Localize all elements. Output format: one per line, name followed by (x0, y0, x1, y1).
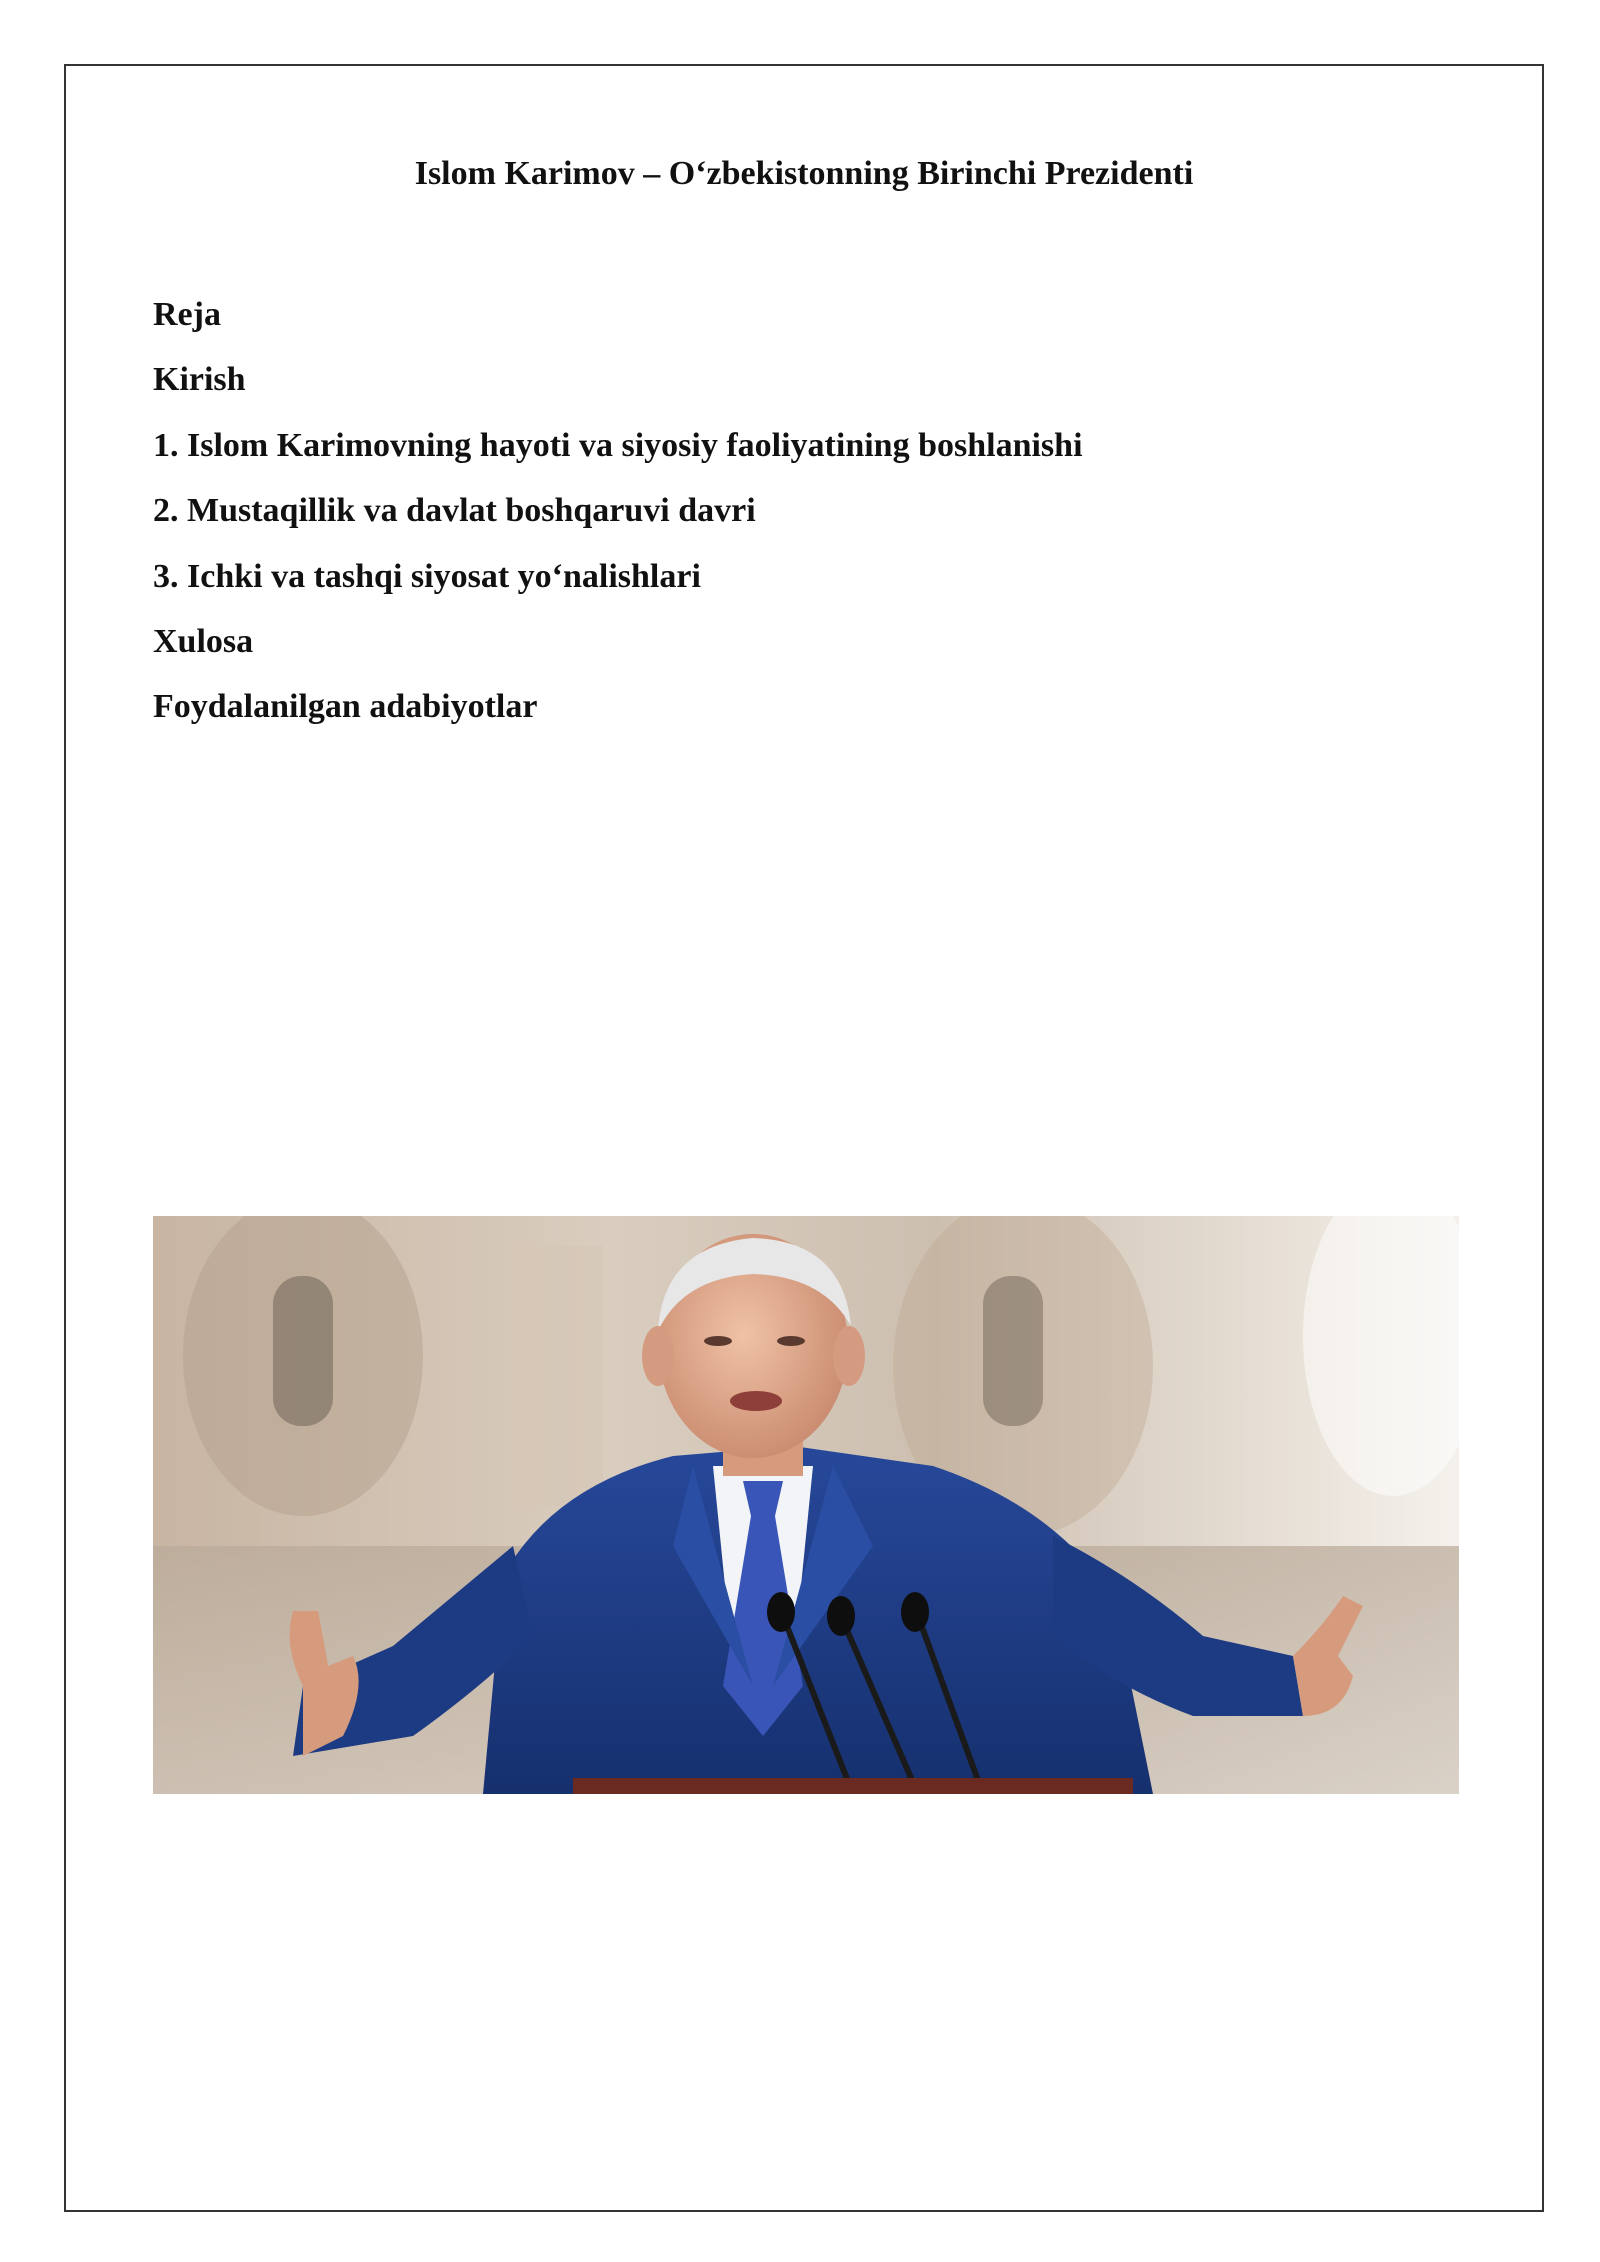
outline-item-xulosa: Xulosa (153, 623, 254, 661)
outline-item-reja: Reja (153, 296, 221, 333)
outline-item-references: Foydalanilgan adabiyotlar (153, 688, 538, 726)
speaker-photo (153, 1216, 1459, 1794)
outline-item-kirish: Kirish (153, 361, 246, 399)
outline-list (153, 282, 1083, 740)
outline-item-section-1: 1. Islom Karimovning hayoti va siyosiy faoliyatining boshlanishi (153, 426, 1083, 464)
document-title: Islom Karimov – O‘zbekistonning Birinchi Prezidenti (414, 155, 1194, 192)
outline-item-section-3: 3. Ichki va tashqi siyosat yo‘nalishlari (153, 557, 701, 595)
outline-item-section-2: 2. Mustaqillik va davlat boshqaruvi davri (153, 492, 756, 530)
